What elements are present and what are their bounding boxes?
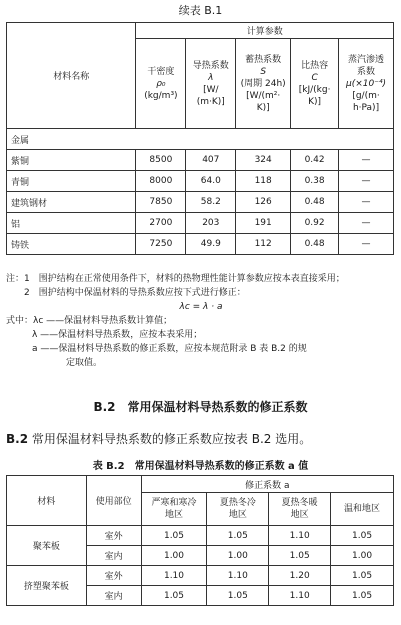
- vapor-label-1: 蒸汽渗透: [348, 54, 385, 65]
- cell-location: 室外: [86, 526, 141, 546]
- col-header-material: 材料: [7, 476, 87, 526]
- zone-label-1b: 地区: [164, 510, 183, 520]
- table-row: [7, 526, 394, 546]
- col-header-vapor: [339, 39, 394, 129]
- section-text: 常用保温材料导热系数的修正系数应按表 B.2 选用。: [31, 432, 312, 446]
- storage-period: (周期 24h): [240, 78, 286, 89]
- col-header-zone-hot-summer-cold-winter: [207, 493, 269, 526]
- category-row: 金属: [7, 129, 394, 150]
- cell-name: 铝: [7, 213, 136, 234]
- table-row: [7, 234, 394, 255]
- cell-conductivity: 49.9: [186, 234, 236, 255]
- conductivity-symbol: λ: [208, 72, 214, 83]
- section-heading: B.2 常用保温材料导热系数的修正系数: [93, 400, 308, 414]
- zone-label-3: 夏热冬暖: [281, 498, 318, 508]
- note-1: 注：1 围护结构在正常使用条件下，材料的热物理性能计算参数应按本表直接采用；: [6, 274, 345, 284]
- a-definition: a ——保温材料导热系数的修正系数，应按本规范附录 B 表 B.2 的规: [32, 344, 307, 354]
- cell-heat: 0.38: [291, 171, 339, 192]
- cell-location: 室内: [86, 586, 141, 606]
- correction-factor-table: [6, 475, 394, 606]
- cell-vapor: —: [339, 150, 394, 171]
- cell-value: 1.05: [141, 586, 207, 606]
- vapor-symbol: μ(×10⁻⁴): [345, 78, 387, 89]
- cell-conductivity: 407: [186, 150, 236, 171]
- storage-symbol: S: [260, 66, 267, 77]
- cell-value: 1.05: [207, 526, 269, 546]
- note-2: 2 围护结构中保温材料的导热系数应按下式进行修正：: [24, 288, 246, 298]
- cell-value: 1.00: [141, 546, 207, 566]
- conductivity-unit-2: (m·K)]: [196, 96, 225, 107]
- vapor-unit-1: [g/(m·: [352, 90, 380, 101]
- col-header-density: [136, 39, 186, 129]
- cell-heat: 0.92: [291, 213, 339, 234]
- lambda-definition: λ ——保温材料导热系数，应按本表采用；: [32, 330, 203, 340]
- cell-density: 8500: [136, 150, 186, 171]
- density-symbol: ρ₀: [156, 78, 166, 89]
- cell-name: 紫铜: [7, 150, 136, 171]
- cell-density: 7850: [136, 192, 186, 213]
- col-header-storage: [236, 39, 291, 129]
- cell-value: 1.10: [269, 586, 331, 606]
- zone-label-2: 夏热冬冷: [219, 498, 256, 508]
- heat-symbol: C: [311, 72, 318, 83]
- cell-vapor: —: [339, 234, 394, 255]
- cell-conductivity: 58.2: [186, 192, 236, 213]
- conductivity-unit-1: [W/: [203, 84, 219, 95]
- cell-value: 1.05: [269, 546, 331, 566]
- cell-conductivity: 64.0: [186, 171, 236, 192]
- table2-caption: 表 B.2 常用保温材料导热系数的修正系数 a 值: [92, 461, 309, 472]
- cell-value: 1.05: [207, 586, 269, 606]
- cell-name: 青铜: [7, 171, 136, 192]
- vapor-label-2: 系数: [357, 66, 376, 77]
- col-group-header-a: 修正系数 a: [141, 476, 393, 493]
- table-notes: [6, 272, 396, 370]
- section-number: B.2: [6, 432, 29, 446]
- a-definition-cont: 定取值。: [66, 358, 103, 368]
- table-row: [7, 150, 394, 171]
- thermal-properties-table: [6, 22, 394, 255]
- cell-storage: 112: [236, 234, 291, 255]
- where-clause: 式中：λc ——保温材料导热系数计算值；: [6, 316, 173, 326]
- col-header-zone-mild: [331, 493, 394, 526]
- cell-density: 2700: [136, 213, 186, 234]
- cell-name: 建筑钢材: [7, 192, 136, 213]
- zone-label-3b: 地区: [290, 510, 309, 520]
- cell-vapor: —: [339, 192, 394, 213]
- cell-material: 挤塑聚苯板: [7, 566, 87, 606]
- cell-heat: 0.42: [291, 150, 339, 171]
- cell-value: 1.05: [331, 586, 394, 606]
- cell-value: 1.10: [269, 526, 331, 546]
- storage-unit-1: [W/(m²·: [246, 90, 281, 101]
- correction-formula: λc = λ · a: [179, 302, 223, 312]
- cell-location: 室外: [86, 566, 141, 586]
- col-header-zone-severe-cold: [141, 493, 207, 526]
- cell-vapor: —: [339, 213, 394, 234]
- cell-heat: 0.48: [291, 234, 339, 255]
- cell-storage: 126: [236, 192, 291, 213]
- density-label: 干密度: [147, 66, 175, 77]
- table-row: [7, 192, 394, 213]
- col-group-header: 计算参数: [136, 23, 394, 39]
- table-row: [7, 213, 394, 234]
- cell-storage: 118: [236, 171, 291, 192]
- table-row: [7, 566, 394, 586]
- conductivity-label: 导热系数: [192, 60, 229, 71]
- cell-value: 1.20: [269, 566, 331, 586]
- col-header-zone-hot-summer-warm-winter: [269, 493, 331, 526]
- col-header-location: 使用部位: [86, 476, 141, 526]
- table-row: [7, 171, 394, 192]
- vapor-unit-2: h·Pa)]: [352, 102, 380, 113]
- cell-material: 聚苯板: [7, 526, 87, 566]
- cell-conductivity: 203: [186, 213, 236, 234]
- zone-label-2b: 地区: [228, 510, 247, 520]
- cell-value: 1.05: [141, 526, 207, 546]
- col-header-name: 材料名称: [7, 23, 136, 129]
- storage-label: 蓄热系数: [245, 54, 282, 65]
- storage-unit-2: K)]: [256, 102, 270, 113]
- section-paragraph: [6, 430, 311, 447]
- cell-location: 室内: [86, 546, 141, 566]
- cell-value: 1.00: [331, 546, 394, 566]
- cell-name: 铸铁: [7, 234, 136, 255]
- zone-label-4: 温和地区: [344, 504, 381, 514]
- cell-heat: 0.48: [291, 192, 339, 213]
- cell-value: 1.05: [331, 566, 394, 586]
- cell-value: 1.10: [207, 566, 269, 586]
- zone-label-1: 严寒和寒冷: [151, 498, 197, 508]
- cell-density: 8000: [136, 171, 186, 192]
- cell-value: 1.05: [331, 526, 394, 546]
- heat-unit-1: [kJ/(kg·: [298, 84, 331, 95]
- cell-vapor: —: [339, 171, 394, 192]
- heat-label: 比热容: [301, 60, 329, 71]
- col-header-conductivity: [186, 39, 236, 129]
- cell-density: 7250: [136, 234, 186, 255]
- cell-value: 1.10: [141, 566, 207, 586]
- cell-storage: 324: [236, 150, 291, 171]
- table1-caption: 续表 B.1: [178, 4, 223, 17]
- cell-storage: 191: [236, 213, 291, 234]
- cell-value: 1.00: [207, 546, 269, 566]
- heat-unit-2: K)]: [308, 96, 322, 107]
- density-unit: (kg/m³): [144, 90, 178, 101]
- col-header-heat: [291, 39, 339, 129]
